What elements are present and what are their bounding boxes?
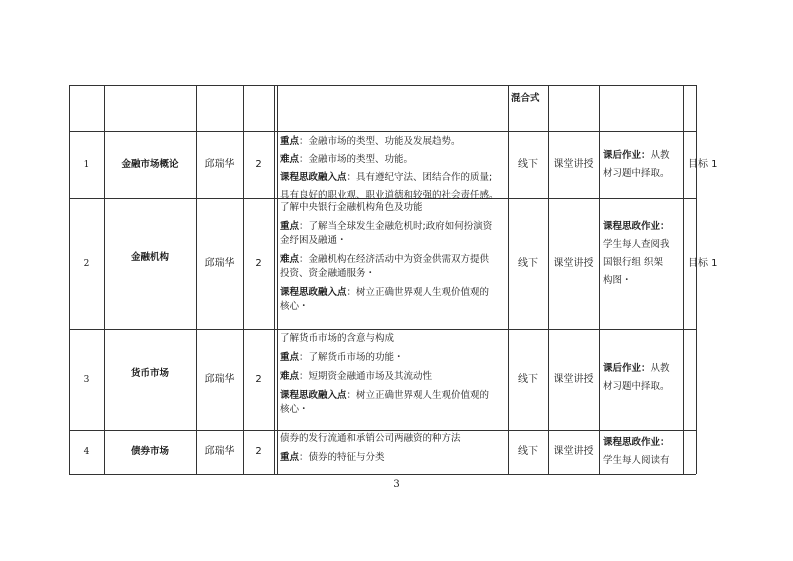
content-label: 课程思政融入点 (280, 287, 347, 298)
content-label: 难点 (280, 371, 300, 382)
homework-line: 学生每人阅读有 (603, 455, 670, 466)
content-text: 了解当全球发生金融危机时;政府如何扮演资 (308, 221, 493, 232)
content-line (280, 286, 506, 300)
content-label: 重点 (280, 136, 300, 147)
content-text: 金纾困及融通・ (280, 235, 347, 246)
content-line (280, 432, 506, 446)
content-line (280, 451, 506, 465)
homework-line (603, 218, 670, 236)
teacher-cell: 邱瑞华 (204, 446, 235, 457)
topic-cell: 债券市场 (130, 446, 169, 457)
homework-line (603, 147, 670, 165)
content-text: 金融市场的类型、功能及发展趋势。 (308, 136, 461, 147)
content-text: 核心・ (280, 301, 309, 312)
content-sep: ： (299, 371, 309, 382)
content-cell (280, 201, 506, 314)
homework-cell (603, 147, 670, 183)
content-sep: ： (299, 352, 309, 363)
content-line (280, 201, 506, 215)
content-cell (280, 432, 506, 465)
content-line (280, 170, 506, 185)
content-line (280, 134, 506, 149)
content-label: 难点 (280, 254, 300, 265)
topic-cell: 金融机构 (130, 252, 169, 263)
content-line (280, 300, 506, 314)
homework-cell (603, 360, 670, 396)
goal-cell: 目标 1 (688, 257, 718, 269)
content-text: 了解中央银行金融机构角色及功能 (280, 202, 423, 213)
table-border (274, 85, 275, 474)
content-sep: ： (346, 287, 357, 298)
hours-cell: 2 (255, 257, 262, 269)
content-text: 债券的特征与分类 (308, 452, 385, 463)
row-index: 2 (83, 258, 90, 269)
content-line (280, 370, 506, 384)
content-line (280, 403, 506, 417)
content-label: 难点 (280, 154, 300, 165)
topic-cell: 金融市场概论 (121, 158, 179, 170)
content-text: 核心・ (280, 404, 309, 415)
method-cell: 课堂讲授 (553, 446, 594, 457)
homework-cell (603, 434, 670, 470)
content-sep: ： (299, 452, 309, 463)
homework-line (603, 360, 670, 378)
content-line (280, 351, 506, 365)
content-cell (280, 134, 506, 206)
content-line (280, 234, 506, 248)
content-text: 树立正确世界观人生观价值观的 (356, 390, 490, 401)
mode-header: 混合式 (511, 93, 540, 104)
content-sep: ： (346, 390, 357, 401)
content-text: 投资、资金融通服务・ (280, 268, 376, 279)
homework-cell (603, 218, 670, 290)
content-line (280, 332, 506, 346)
homework-label: 课程思政作业： (603, 221, 670, 232)
row-index: 4 (83, 447, 90, 457)
hours-cell: 2 (255, 446, 262, 457)
homework-label: 课后作业： (603, 150, 651, 161)
content-sep: ： (299, 136, 309, 147)
content-text: 具有良好的职业观、职业道德和较强的社会责任感。 (280, 190, 499, 201)
content-sep: ： (299, 154, 309, 165)
content-line (280, 389, 506, 403)
table-border (69, 85, 696, 86)
content-line (280, 152, 506, 167)
teacher-cell: 邱瑞华 (204, 257, 235, 269)
method-cell: 课堂讲授 (553, 158, 594, 170)
homework-line: 构图・ (603, 275, 632, 286)
content-text: 债券的发行流通和承销公司两融资的种方法 (280, 433, 461, 444)
table-border (277, 85, 278, 474)
homework-line (603, 434, 670, 452)
table-border (599, 85, 600, 474)
homework-text: 从教 (650, 150, 670, 161)
homework-line: 国银行组 织架 (603, 257, 664, 268)
homework-label: 课程思政作业： (603, 437, 670, 448)
mode-cell: 线下 (518, 257, 538, 269)
content-label: 课程思政融入点 (280, 172, 347, 183)
homework-line: 学生每人查阅我 (603, 239, 670, 250)
homework-text: 从教 (650, 363, 670, 374)
content-text: 短期资金融通市场及其流动性 (308, 371, 433, 382)
homework-line: 材习题中择取。 (603, 381, 670, 392)
hours-cell: 2 (255, 373, 262, 385)
hours-cell: 2 (255, 158, 262, 170)
content-label: 课程思政融入点 (280, 390, 347, 401)
homework-label: 课后作业： (603, 363, 651, 374)
content-text: 树立正确世界观人生观价值观的 (356, 287, 490, 298)
topic-cell: 货币市场 (130, 368, 169, 379)
teacher-cell: 邱瑞华 (204, 373, 235, 385)
content-sep: ： (346, 172, 357, 183)
content-label: 重点 (280, 452, 300, 463)
homework-line: 材习题中择取。 (603, 168, 670, 179)
content-label: 重点 (280, 221, 300, 232)
table-border (69, 474, 696, 475)
content-line (280, 253, 506, 267)
content-cell (280, 332, 506, 417)
goal-cell: 目标 1 (688, 158, 718, 170)
content-text: 了解货币市场的含意与构成 (280, 333, 395, 344)
content-text: 具有遵纪守法、团结合作的质量; (356, 172, 493, 183)
row-index: 1 (83, 159, 90, 170)
method-cell: 课堂讲授 (553, 257, 594, 269)
content-text: 金融机构在经济活动中为资金供需双方提供 (308, 254, 490, 265)
content-text: 金融市场的类型、功能。 (308, 154, 414, 165)
method-cell: 课堂讲授 (553, 373, 594, 385)
row-index: 3 (83, 374, 90, 385)
content-text: 了解货币市场的功能・ (308, 352, 404, 363)
page-number: 3 (393, 479, 400, 490)
mode-cell: 线下 (518, 446, 538, 457)
content-sep: ： (299, 254, 309, 265)
mode-cell: 线下 (518, 373, 538, 385)
teacher-cell: 邱瑞华 (204, 158, 235, 170)
content-line (280, 220, 506, 234)
mode-cell: 线下 (518, 158, 538, 170)
content-label: 重点 (280, 352, 300, 363)
content-sep: ： (299, 221, 309, 232)
content-line (280, 267, 506, 281)
